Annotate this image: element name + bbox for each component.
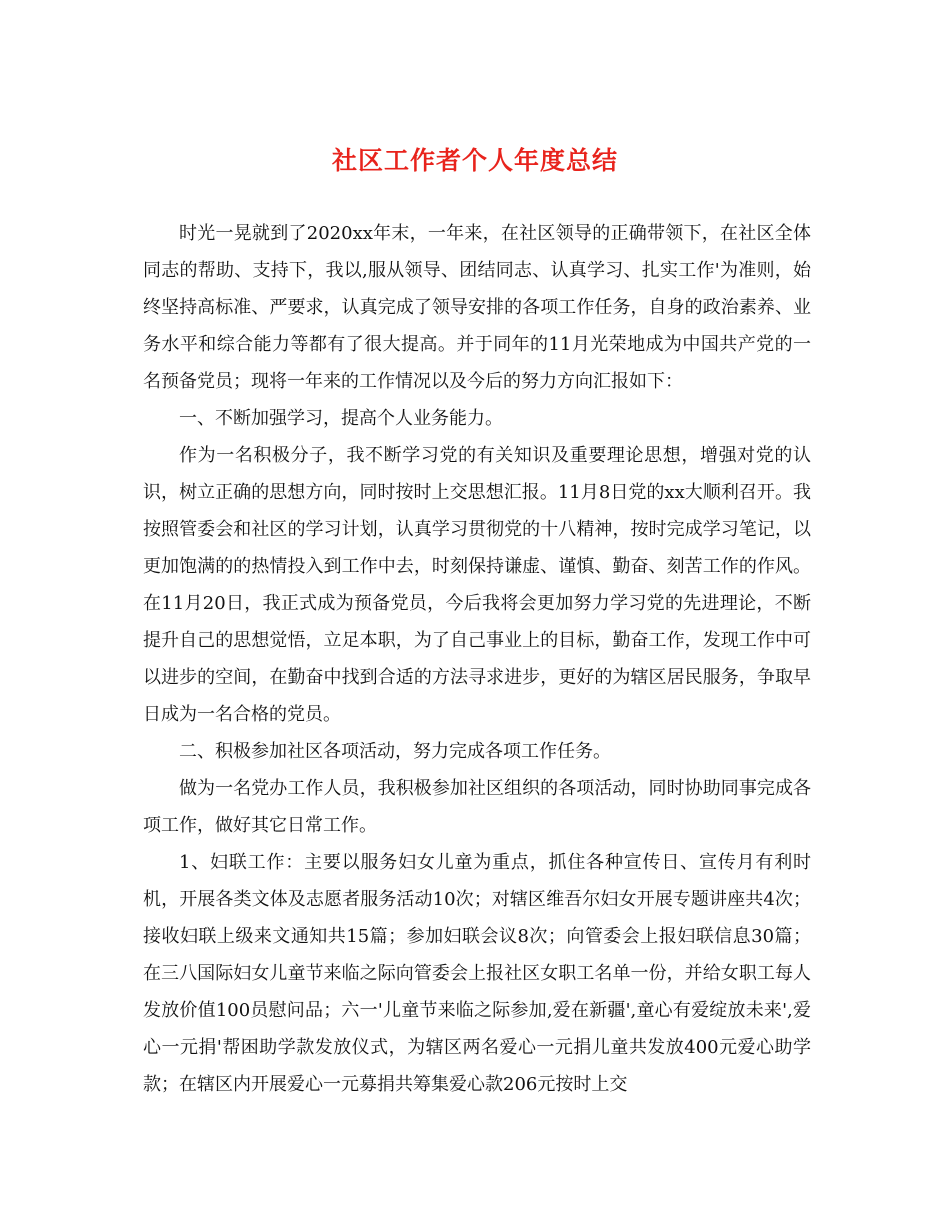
paragraph-activities: 做为一名党办工作人员，我积极参加社区组织的各项活动，同时协助同事完成各项工作，做好其它日常工作。 bbox=[143, 778, 811, 836]
document-title: 社区工作者个人年度总结 bbox=[331, 146, 618, 175]
paragraph-womens-federation: 1、妇联工作：主要以服务妇女儿童为重点，抓住各种宣传日、宣传月有利时机，开展各类文体及志愿者服务活动10次；对辖区维吾尔妇女开展专题讲座共4次；接收妇联上级来文通知共15篇；参加妇联会议8次；向管委会上报妇联信息30篇；在三八国际妇女儿童节来临之际向管委会上报社区女职工名单一份，并给女职工每人发放价值100员慰问品；六一'儿童节来临之际参加,爱在新疆',童心有爱绽放未来',爱心一元捐'帮困助学款发放仪式，为辖区两名爱心一元捐儿童共发放400元爱心助学款；在辖区内开展爱心一元募捐共筹集爱心款206元按时上交 bbox=[143, 852, 811, 1095]
paragraph-study: 作为一名积极分子，我不断学习党的有关知识及重要理论思想，增强对党的认识，树立正确的思想方向，同时按时上交思想汇报。11月8日党的xx大顺利召开。我按照管委会和社区的学习计划，认真学习贯彻党的十八精神，按时完成学习笔记，以更加饱满的的热情投入到工作中去，时刻保持谦虚、谨慎、勤奋、刻苦工作的作风。在11月20日，我正式成为预备党员，今后我将会更加努力学习党的先进理论，不断提升自己的思想觉悟，立足本职，为了自己事业上的目标，勤奋工作，发现工作中可以进步的空间，在勤奋中找到合适的方法寻求进步，更好的为辖区居民服务，争取早日成为一名合格的党员。 bbox=[143, 445, 811, 725]
section-heading-activities: 二、积极参加社区各项活动，努力完成各项工作任务。 bbox=[179, 741, 611, 762]
section-heading-study: 一、不断加强学习，提高个人业务能力。 bbox=[179, 408, 503, 429]
document-body bbox=[143, 215, 811, 1103]
paragraph-intro: 时光一晃就到了2020xx年末，一年来，在社区领导的正确带领下，在社区全体同志的帮助、支持下，我以,服从领导、团结同志、认真学习、扎实工作'为准则，始终坚持高标准、严要求，认真完成了领导安排的各项工作任务，自身的政治素养、业务水平和综合能力等都有了很大提高。并于同年的11月光荣地成为中国共产党的一名预备党员；现将一年来的工作情况以及今后的努力方向汇报如下： bbox=[143, 223, 811, 392]
